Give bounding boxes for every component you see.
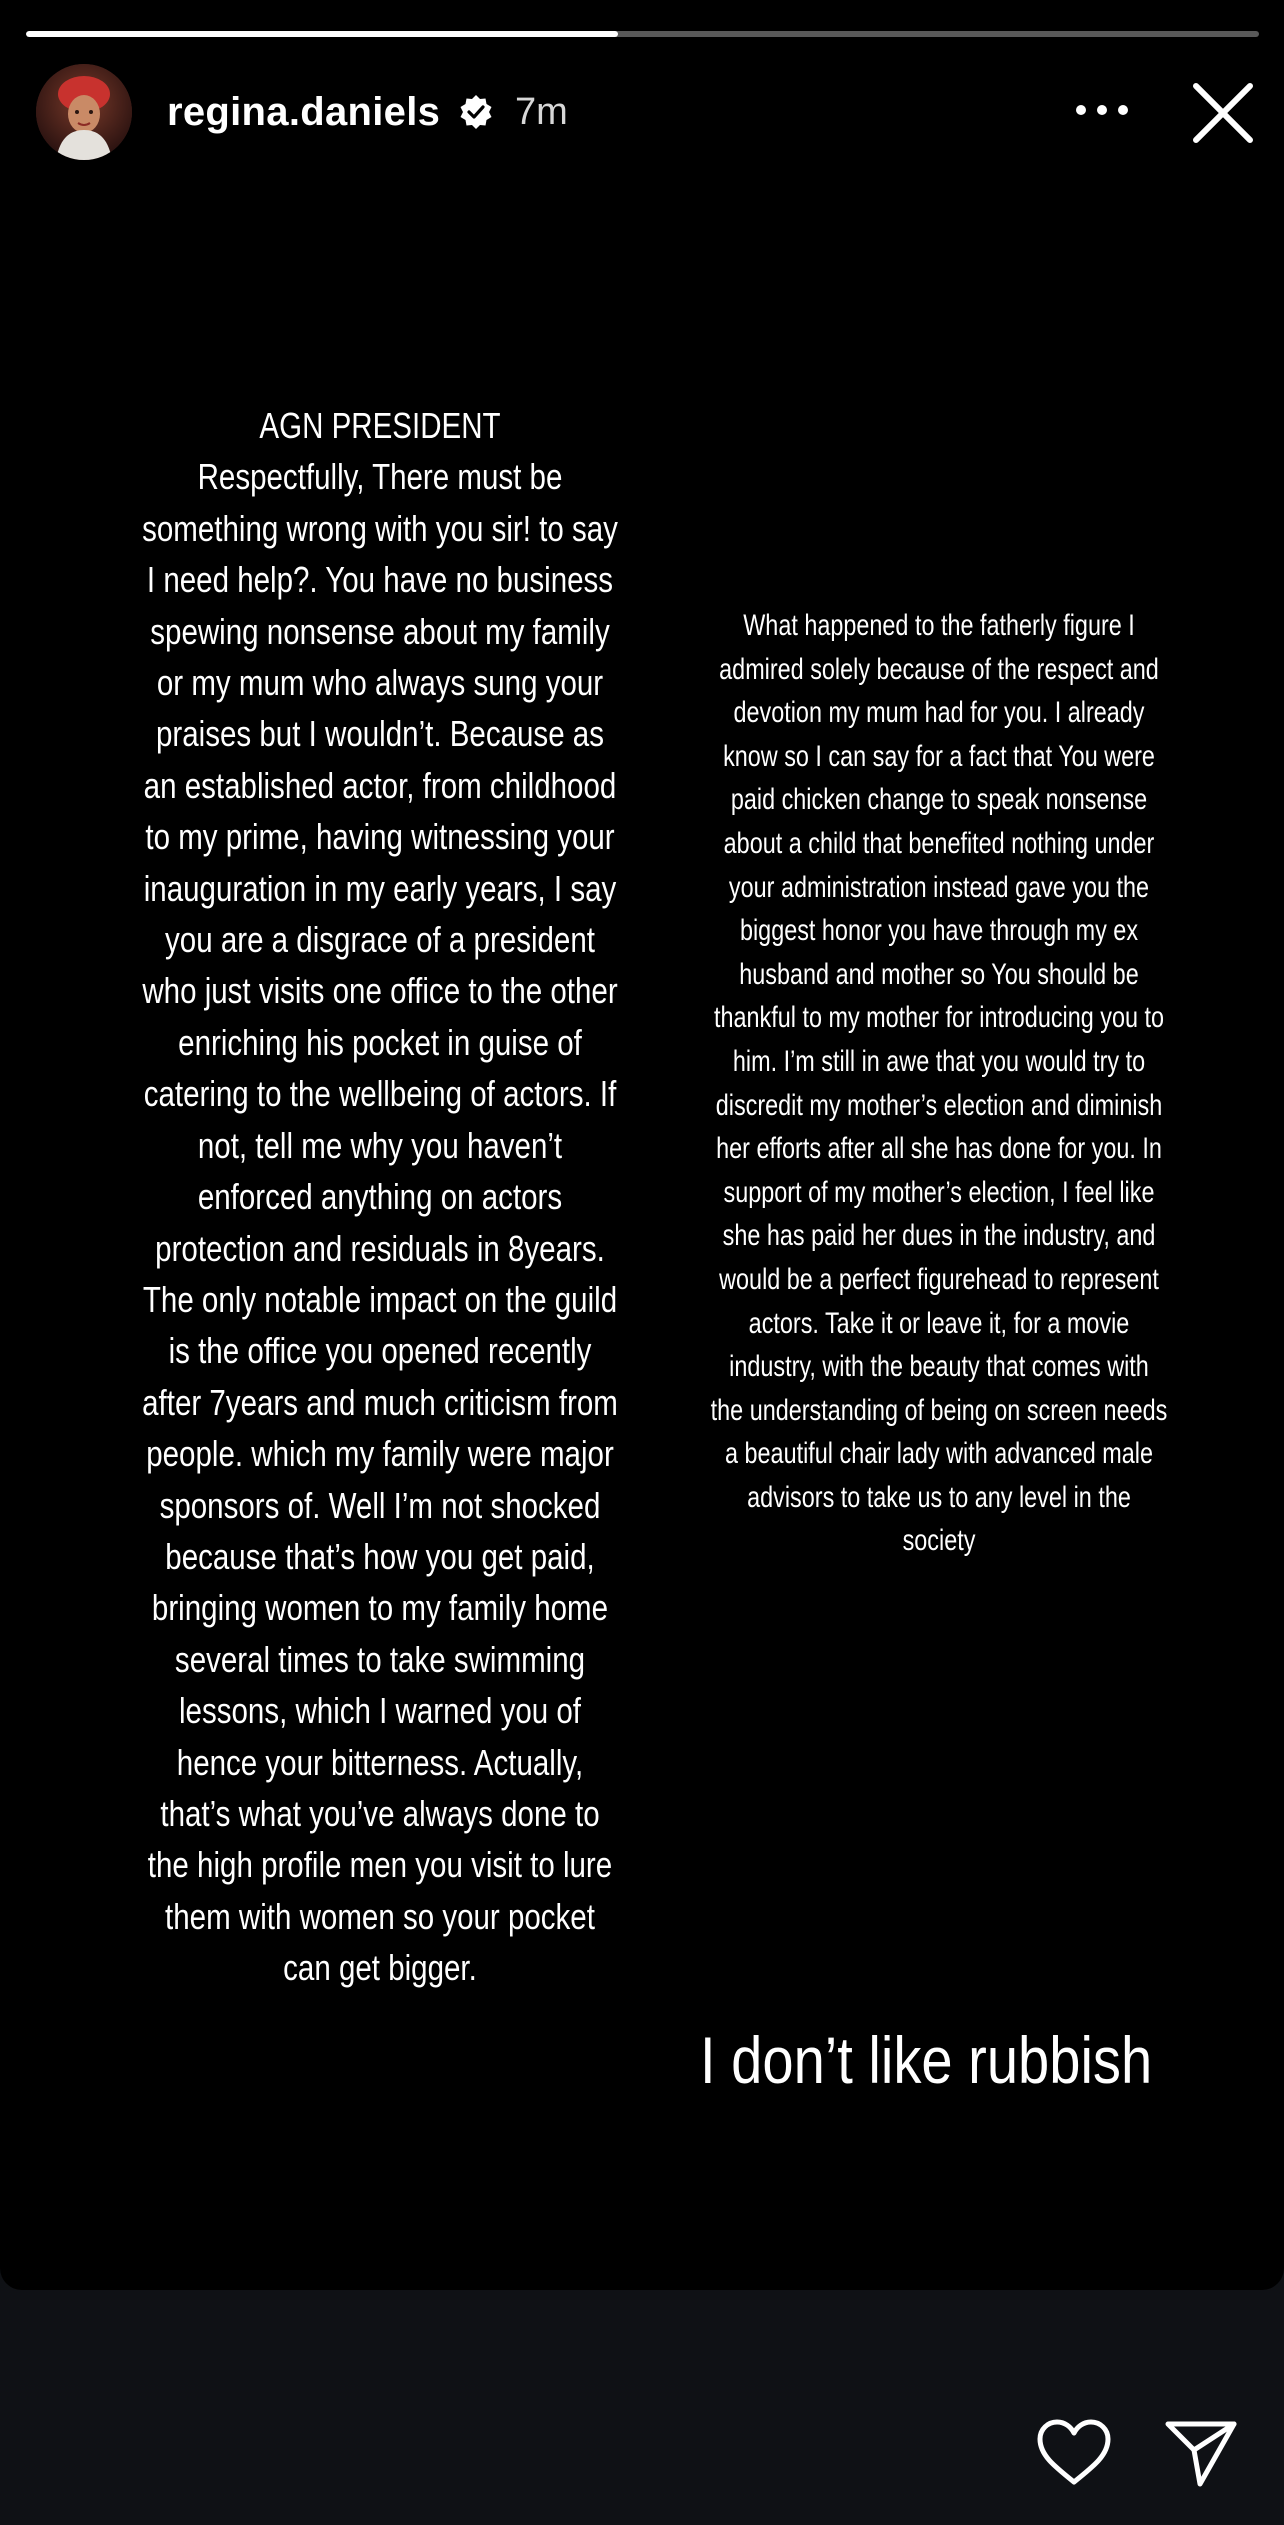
story-progress-fill	[26, 31, 618, 37]
username[interactable]: regina.daniels	[167, 90, 441, 134]
close-icon	[1196, 86, 1250, 140]
story-caption: I don’t like rubbish	[700, 2023, 1153, 2097]
story-text-right: What happened to the fatherly figure I admired solely because of the respect and devotion my mum had for you. I already know so I can say for a fact that You were paid chicken change to speak nonsense about a child that benefited nothing under your administration instead gave you the biggest honor you have through my ex husband and mother so You should be thankful to my mother for introducing you to him. I’m still in awe that you would try to discredit my mother’s election and diminish her efforts after all she has done for you. In support of my mother’s election, I feel like she has paid her dues in the industry, and would be a perfect figurehead to represent actors. Take it or leave it, for a movie industry, with the beauty that comes with the understanding of being on screen needs a beautiful chair lady with advanced male advisors to take us to any level in the society	[710, 609, 1168, 1558]
story-heading: AGN PRESIDENT	[259, 405, 501, 446]
more-options-button[interactable]	[1070, 86, 1134, 134]
avatar[interactable]	[36, 64, 132, 160]
share-button[interactable]	[1164, 2418, 1238, 2488]
send-icon	[1168, 2424, 1234, 2484]
verified-badge-icon	[458, 94, 494, 130]
like-button[interactable]	[1036, 2418, 1112, 2486]
story-body-left: Respectfully, There must be something wrong with you sir! to say I need help?. You have no business spewing nonsense about my family or my mum who always sung your praises but I wouldn’t. Because as an established actor, from childhood to my prime, having witnessing your inauguration in my early years, I say you are a disgrace of a president who just visits one office to the other enriching his pocket in guise of catering to the wellbeing of actors. If not, tell me why you haven’t enforced anything on actors protection and residuals in 8years. The only notable impact on the guild is the office you opened recently after 7years and much criticism from people. which my family were major sponsors of. Well I’m not shocked because that’s how you get paid, bringing women to my family home several times to take swimming lessons, which I warned you of hence your bitterness. Actually, that’s what you’ve always done to the high profile men you visit to lure them with women so your pocket can get bigger.	[142, 456, 618, 1989]
close-button[interactable]	[1188, 78, 1258, 148]
heart-icon	[1040, 2422, 1108, 2482]
avatar-image	[36, 64, 132, 160]
story-progress-bar	[26, 31, 1259, 37]
more-horizontal-icon	[1076, 105, 1128, 115]
story-text-left	[141, 400, 620, 1994]
time-ago: 7m	[515, 91, 568, 133]
